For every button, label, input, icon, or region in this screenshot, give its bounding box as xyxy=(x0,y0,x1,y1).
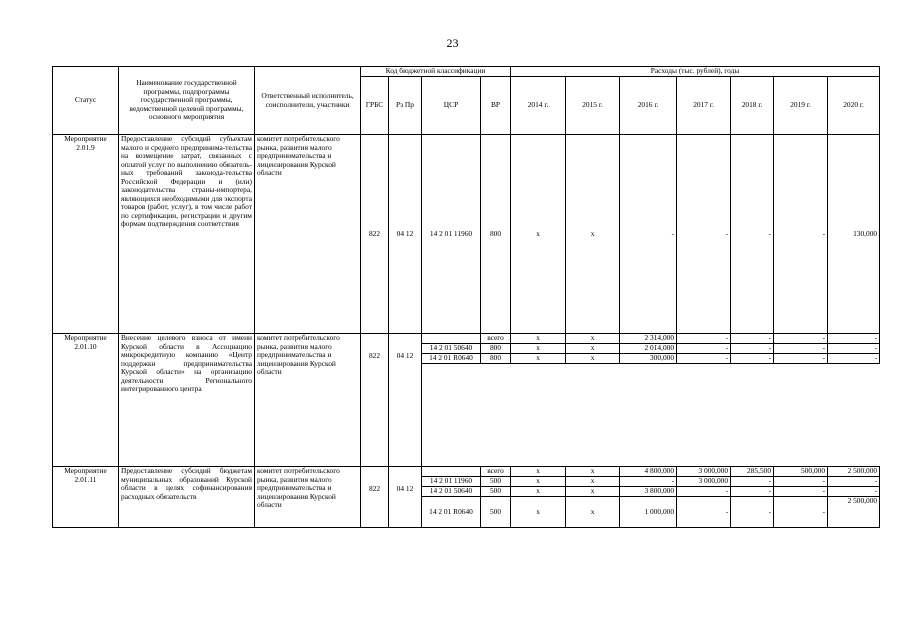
row-grbs: 822 xyxy=(361,467,389,528)
cell-2020: - xyxy=(828,487,880,497)
header-year-2018: 2018 г. xyxy=(731,77,774,135)
row-csr xyxy=(422,334,481,344)
row-vr: 800 xyxy=(481,344,511,354)
cell-2015: х xyxy=(566,354,620,364)
cell-2014: х xyxy=(511,477,566,487)
row-grbs: 822 xyxy=(361,135,389,334)
row-csr: 14 2 01 R0640 xyxy=(422,354,481,364)
cell-2019: - xyxy=(774,487,828,497)
cell-2018: - xyxy=(731,497,774,528)
cell-2016: 300,000 xyxy=(620,354,677,364)
row-vr: 500 xyxy=(481,477,511,487)
cell-2019: - xyxy=(774,334,828,344)
row-status: Мероприятие 2.01.11 xyxy=(53,467,119,528)
cell-2018: - xyxy=(731,334,774,344)
row-grbs: 822 xyxy=(361,334,389,467)
cell-2017: 3 000,000 xyxy=(677,477,731,487)
header-year-2015: 2015 г. xyxy=(566,77,620,135)
cell-2017: - xyxy=(677,487,731,497)
row-executor: комитет потребительского рынка, развития малого предпринимательства и лицензирования Курской области xyxy=(255,467,361,528)
cell-2014: х xyxy=(511,334,566,344)
page-number: 23 xyxy=(446,36,459,50)
cell-2018: - xyxy=(731,354,774,364)
row-vr: всего xyxy=(481,467,511,477)
cell-2014: х xyxy=(511,487,566,497)
header-year-2014: 2014 г. xyxy=(511,77,566,135)
header-budget-code-group: Код бюджетной классификации xyxy=(361,67,511,77)
row-vr: 800 xyxy=(481,135,511,334)
cell-2015: х xyxy=(566,497,620,528)
row-name: Предоставление субсидий бюджетам муниципальных образований Курской области в целях софинансирования расходных обязательств xyxy=(119,467,255,528)
cell-2017: - xyxy=(677,344,731,354)
cell-2015: х xyxy=(566,344,620,354)
cell-2019: 500,000 xyxy=(774,467,828,477)
header-rzpr: Рз Пр xyxy=(389,77,422,135)
cell-2019: - xyxy=(774,477,828,487)
table-row xyxy=(53,467,880,477)
row-csr xyxy=(422,467,481,477)
cell-2020: - xyxy=(828,344,880,354)
cell-2014: х xyxy=(511,354,566,364)
cell-2018: - xyxy=(731,135,774,334)
cell-2020: - xyxy=(828,354,880,364)
header-year-2017: 2017 г. xyxy=(677,77,731,135)
cell-2018: 285,500 xyxy=(731,467,774,477)
row-vr: всего xyxy=(481,334,511,344)
row-executor: комитет потребительского рынка, развития малого предпринимательства и лицензирования Курской области xyxy=(255,334,361,467)
cell-2016: - xyxy=(620,477,677,487)
header-grbs: ГРБС xyxy=(361,77,389,135)
cell-2017: - xyxy=(677,334,731,344)
row-status: Мероприятие 2.01.10 xyxy=(53,334,119,467)
cell-2018: - xyxy=(731,477,774,487)
row-spacer xyxy=(422,364,880,467)
cell-2016: - xyxy=(620,135,677,334)
cell-2019: - xyxy=(774,344,828,354)
row-vr: 500 xyxy=(481,497,511,528)
row-rzpr: 04 12 xyxy=(389,135,422,334)
header-year-2019: 2019 г. xyxy=(774,77,828,135)
header-csr: ЦСР xyxy=(422,77,481,135)
cell-2016: 4 800,000 xyxy=(620,467,677,477)
cell-2020: - xyxy=(828,334,880,344)
cell-2016: 3 800,000 xyxy=(620,487,677,497)
cell-2015: х xyxy=(566,467,620,477)
cell-2015: х xyxy=(566,487,620,497)
header-name: Наименование государственной программы, подпрограммы государственной программы, ведомственной целевой программы, основного мероприятия xyxy=(119,67,255,135)
header-status: Статус xyxy=(53,67,119,135)
header-year-2016: 2016 г. xyxy=(620,77,677,135)
cell-2015: х xyxy=(566,135,620,334)
cell-2019: - xyxy=(774,135,828,334)
cell-2015: х xyxy=(566,334,620,344)
cell-2017: - xyxy=(677,135,731,334)
cell-2020: 2 500,000 xyxy=(828,497,880,528)
cell-2017: - xyxy=(677,354,731,364)
cell-2016: 2 314,000 xyxy=(620,334,677,344)
cell-2015: х xyxy=(566,477,620,487)
table-row xyxy=(53,135,880,334)
cell-2014: х xyxy=(511,344,566,354)
cell-2018: - xyxy=(731,344,774,354)
cell-2019: - xyxy=(774,354,828,364)
row-csr: 14 2 01 50640 xyxy=(422,344,481,354)
row-csr: 14 2 01 11960 xyxy=(422,135,481,334)
header-expenses-group: Расходы (тыс. рублей), годы xyxy=(511,67,880,77)
header-vr: ВР xyxy=(481,77,511,135)
row-csr: 14 2 01 R0640 xyxy=(422,497,481,528)
row-rzpr: 04 12 xyxy=(389,334,422,467)
cell-2014: х xyxy=(511,135,566,334)
row-rzpr: 04 12 xyxy=(389,467,422,528)
cell-2014: х xyxy=(511,497,566,528)
header-year-2020: 2020 г. xyxy=(828,77,880,135)
cell-2017: - xyxy=(677,497,731,528)
row-executor: комитет потребительского рынка, развития малого предпринимательства и лицензирования Курской области xyxy=(255,135,361,334)
cell-2016: 2 014,000 xyxy=(620,344,677,354)
cell-2020: - xyxy=(828,477,880,487)
row-status: Мероприятие 2.01.9 xyxy=(53,135,119,334)
row-csr: 14 2 01 11960 xyxy=(422,477,481,487)
cell-2016: 1 000,000 xyxy=(620,497,677,528)
cell-2020: 2 500,000 xyxy=(828,467,880,477)
header-executor: Ответственный исполнитель, соисполнители, участники xyxy=(255,67,361,135)
cell-2018: - xyxy=(731,487,774,497)
row-name: Предоставление субсидий субъектам малого и среднего предпринима-тельства на возмещение затрат, связанных с оплатой услуг по выполнению обязатель-ных требований законода-тельства Российской Федерации и (или) законодательства страны-импортера, являющихся необходимыми для экспорта товаров (работ, услуг), в том числе работ по сертификации, регистрации и другим формам подтверждения соответствия xyxy=(119,135,255,334)
row-vr: 800 xyxy=(481,354,511,364)
table-row xyxy=(53,334,880,344)
cell-2014: х xyxy=(511,467,566,477)
row-vr: 500 xyxy=(481,487,511,497)
cell-2020: 130,000 xyxy=(828,135,880,334)
row-csr: 14 2 01 50640 xyxy=(422,487,481,497)
row-name: Внесение целевого взноса от имени Курской области в Ассоциацию микрокредитную компанию «Центр поддержки предпринимательства Курской области» на организацию деятельности Регионального интегрированного центра xyxy=(119,334,255,467)
cell-2017: 3 000,000 xyxy=(677,467,731,477)
budget-table xyxy=(52,66,880,528)
cell-2019: - xyxy=(774,497,828,528)
